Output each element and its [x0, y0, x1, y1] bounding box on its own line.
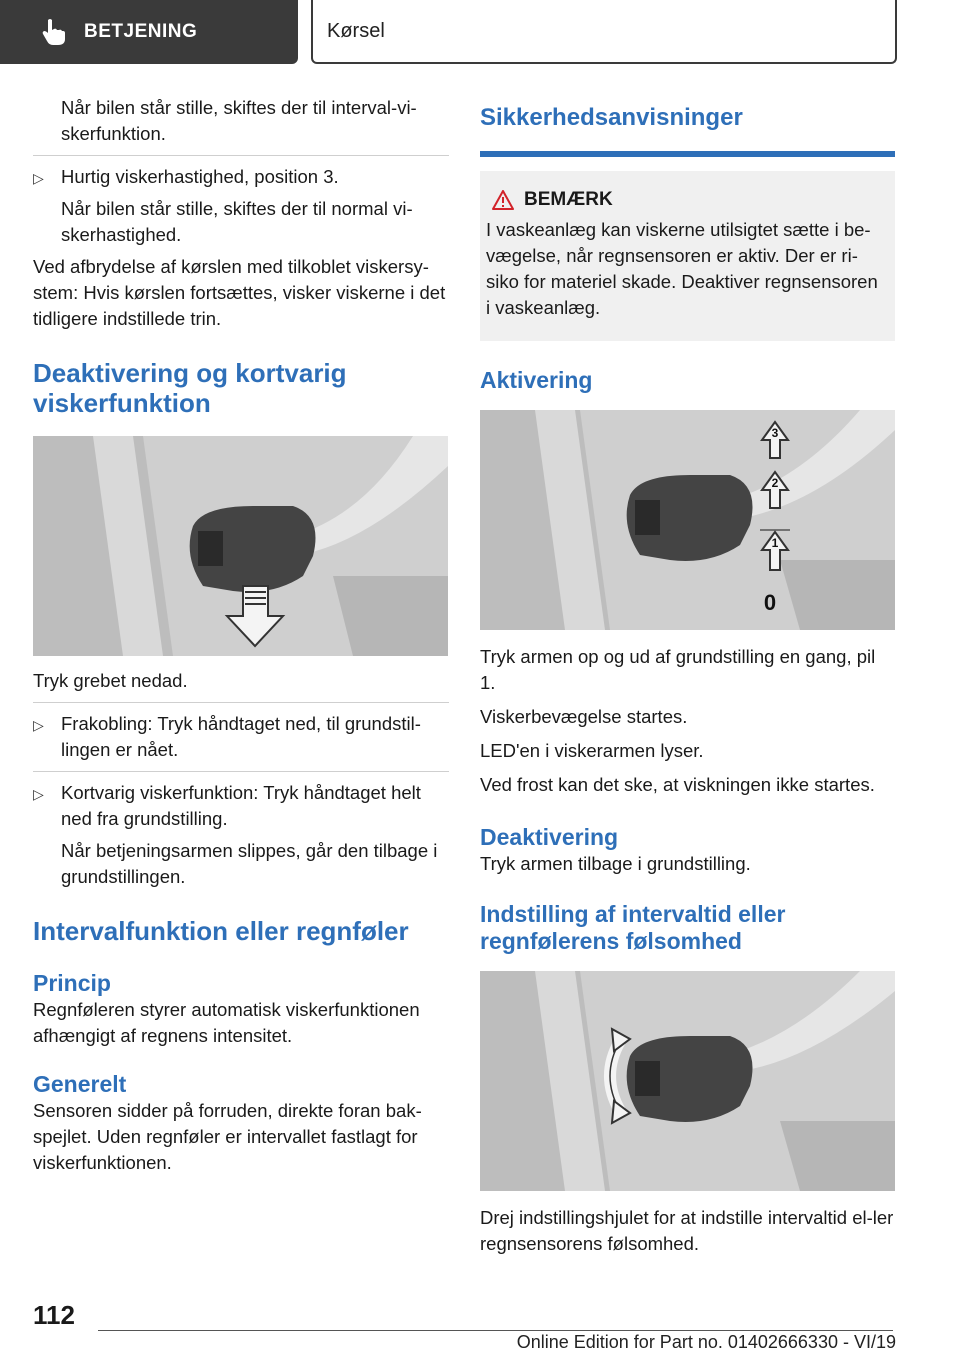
footer-rule — [98, 1330, 893, 1331]
section-heading: Sikkerhedsanvisninger — [480, 104, 743, 131]
edition-text: Online Edition for Part no. 01402666330 - VI/19 — [516, 1332, 896, 1352]
paragraph: Tryk armen tilbage i grundstilling. — [480, 853, 751, 874]
paragraph: Når bilen står stille, skiftes der til interval-vi-skerfunktion. — [61, 97, 417, 144]
list-item — [33, 164, 449, 190]
paragraph: Viskerbevægelse startes. — [480, 706, 688, 727]
triangle-bullet-icon: ▷ — [33, 717, 44, 733]
warning-note-text: I vaskeanlæg kan viskerne utilsigtet sætte i be-vægelse, når regnsensoren er aktiv. Der er ri-siko for materiel skade. Deaktiver regnsensoren i vaskeanlæg. — [486, 219, 878, 318]
hand-pointer-icon — [38, 17, 68, 47]
page-footer — [0, 1290, 960, 1362]
paragraph: LED'en i viskerarmen lyser. — [480, 740, 704, 761]
position-3-label: 3 — [771, 426, 779, 440]
list-item-text: Hurtig viskerhastighed, position 3. — [61, 166, 339, 187]
list-item — [33, 711, 449, 763]
right-column — [480, 95, 895, 1257]
section-tab — [0, 0, 298, 64]
position-1-label: 1 — [771, 536, 779, 550]
triangle-bullet-icon: ▷ — [33, 170, 44, 186]
position-2-label: 2 — [771, 476, 779, 490]
figure-caption: Drej indstillingshjulet for at indstille intervaltid el-ler regnsensorens følsomhed. — [480, 1207, 894, 1254]
section-heading: Deaktivering og kortvarig viskerfunktion — [33, 358, 347, 418]
paragraph: Ved frost kan det ske, at viskningen ikke startes. — [480, 774, 875, 795]
paragraph: Regnføleren styrer automatisk viskerfunktionen afhængigt af regnens intensitet. — [33, 999, 420, 1046]
paragraph: Når betjeningsarmen slippes, går den tilbage i grundstillingen. — [61, 840, 438, 887]
subsection-heading: Indstilling af intervaltid eller regnfølerens følsomhed — [480, 901, 786, 954]
adjustment-wheel-illustration — [480, 971, 895, 1191]
list-item-text: Frakobling: Tryk håndtaget ned, til grundstil-lingen er nået. — [61, 713, 421, 760]
warning-note-header — [486, 189, 885, 211]
figure-caption: Tryk grebet nedad. — [33, 670, 188, 691]
position-0-label: 0 — [763, 590, 777, 615]
divider — [33, 771, 449, 772]
paragraph: Ved afbrydelse af kørslen med tilkoblet viskersy-stem: Hvis kørslen fortsættes, visker viskerne i det tidligere indstillede trin. — [33, 256, 446, 329]
lever-activation-illustration — [480, 410, 895, 630]
list-item-text: Kortvarig viskerfunktion: Tryk håndtaget helt ned fra grundstilling. — [61, 782, 421, 829]
paragraph: Når bilen står stille, skiftes der til normal vi-skerhastighed. — [61, 198, 413, 245]
subsection-heading: Generelt — [33, 1071, 127, 1097]
subsection-heading: Princip — [33, 970, 111, 996]
figure-caption: Tryk armen op og ud af grundstilling en gang, pil 1. — [480, 646, 876, 693]
triangle-bullet-icon: ▷ — [33, 786, 44, 802]
subsection-heading: Deaktivering — [480, 824, 619, 850]
paragraph: Sensoren sidder på forruden, direkte foran bak-spejlet. Uden regnføler er intervallet fastlagt for viskerfunktionen. — [33, 1100, 422, 1173]
divider — [33, 702, 449, 703]
subsection-heading: Aktivering — [480, 367, 593, 393]
page-number: 112 — [33, 1300, 75, 1330]
list-item — [33, 780, 449, 832]
lever-push-down-illustration — [33, 436, 448, 656]
heading-rule — [480, 151, 895, 157]
chapter-label: Kørsel — [327, 19, 385, 42]
warning-triangle-icon — [492, 190, 514, 210]
page-header — [0, 0, 960, 66]
warning-note — [480, 171, 895, 341]
warning-note-title: BEMÆRK — [524, 189, 613, 210]
left-column — [33, 95, 449, 1176]
chapter-tab — [311, 0, 897, 64]
divider — [33, 155, 449, 156]
section-label: BETJENING — [84, 21, 198, 42]
section-heading: Intervalfunktion eller regnføler — [33, 916, 409, 946]
